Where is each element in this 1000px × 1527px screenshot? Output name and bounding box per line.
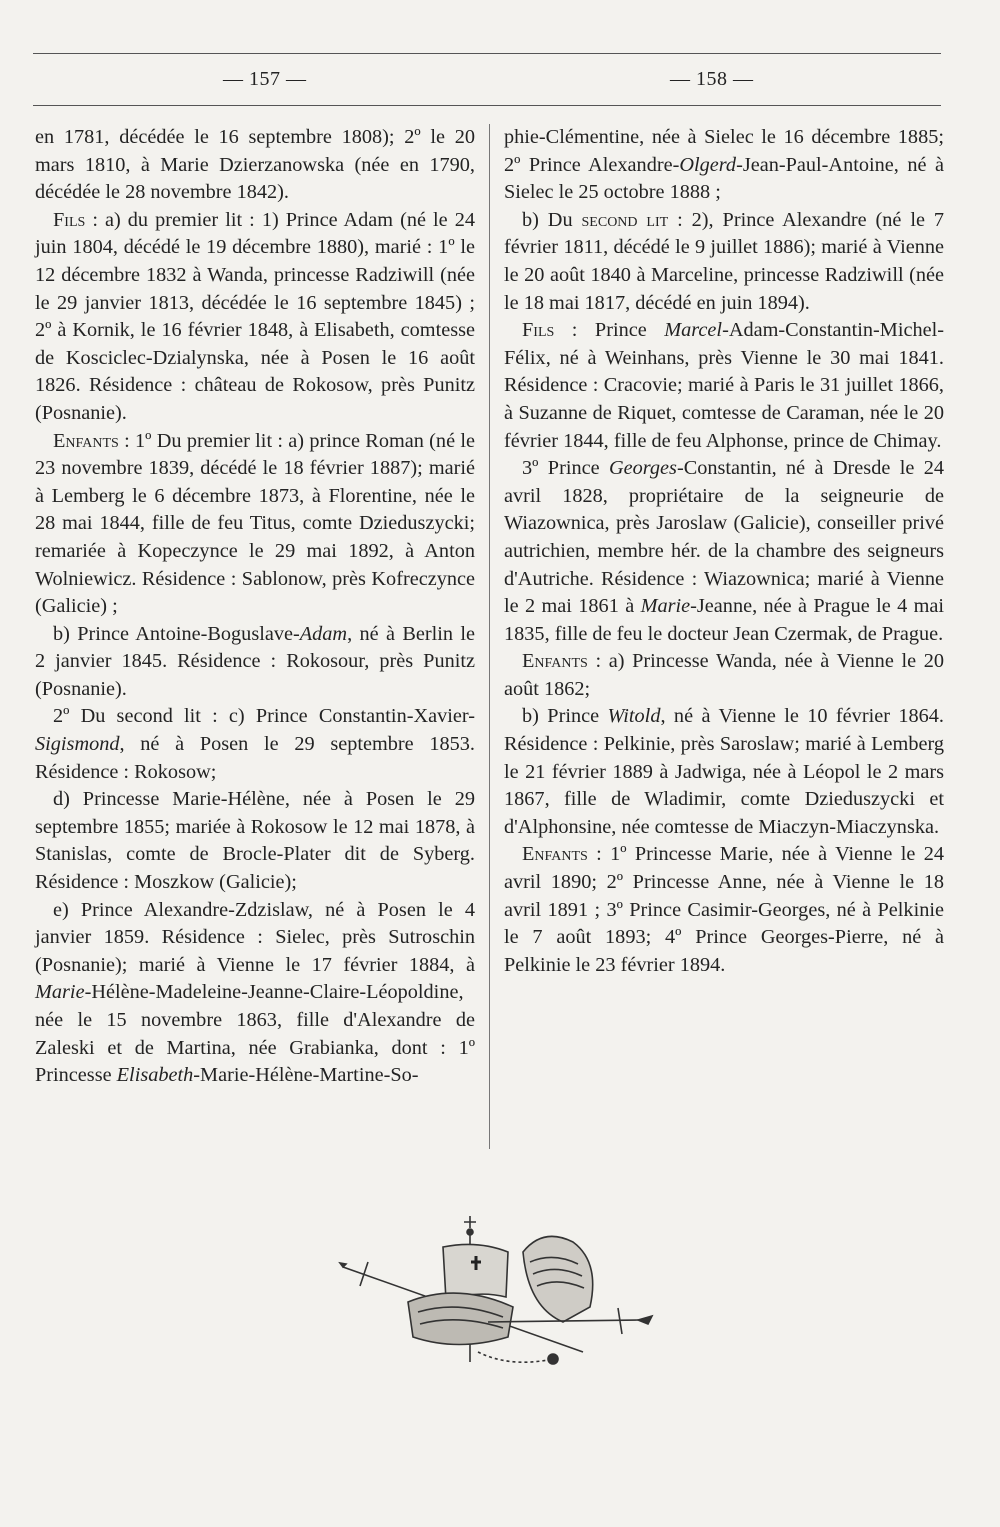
- column-divider: [489, 124, 490, 1149]
- paragraph: Enfants : 1º Du premier lit : a) prince Roman (né le 23 novembre 1839, décédé le 18 février 1887); marié à Lemberg le 6 décembre 1873, à Florentine, née le 28 mai 1844, fille de feu Titus, comte Dzieduszycki; remariée à Kopeczynce le 29 mai 1892, à Anton Wolniewicz. Résidence : Sablonow, près Kofreczynce (Galicie) ;: [35, 429, 475, 618]
- armour-trophy-icon: [338, 1212, 668, 1382]
- paragraph: b) Prince Witold, né à Vienne le 10 février 1864. Résidence : Pelkinie, près Saroslaw; marié à Lemberg le 21 février 1889 à Jadwiga, née à Léopol le 2 mars 1867, fille de Wladimir, comte Dzieduszycki et d'Alphonsine, née comtesse de Miaczyn-Miaczynska.: [504, 705, 944, 838]
- paragraph: d) Princesse Marie-Hélène, née à Posen le 29 septembre 1855; mariée à Rokosow le 12 mai 1878, à Stanislas, comte de Brocle-Plater dit de Syberg. Résidence : Moszkow (Galicie);: [35, 788, 475, 894]
- section-label: second lit: [581, 208, 669, 231]
- paragraph: Fils : a) du premier lit : 1) Prince Adam (né le 24 juin 1804, décédé le 19 décembre 1880), marié : 1º le 12 décembre 1832 à Wanda, princesse Radziwill (née le 29 janvier 1813, décédée le 16 septembre 1845) ; 2º à Kornik, le 16 février 1848, à Elisabeth, comtesse de Kosciclec-Dzialynska, née à Posen le 16 août 1826. Résidence : château de Rokosow, près Punitz (Posnanie).: [35, 208, 475, 424]
- paragraph: phie-Clémentine, née à Sielec le 16 décembre 1885; 2º Prince Alexandre-Olgerd-Jean-Paul-Antoine, né à Sielec le 25 octobre 1888 ;: [504, 126, 944, 204]
- paragraph: Enfants : 1º Princesse Marie, née à Vienne le 24 avril 1890; 2º Princesse Anne, née à Vienne le 18 avril 1891 ; 3º Prince Casimir-Georges, né à Pelkinie le 7 août 1893; 4º Prince Georges-Pierre, né à Pelkinie le 23 février 1894.: [504, 843, 944, 976]
- left-page-number: — 157 —: [223, 68, 307, 90]
- section-label: Fils: [53, 208, 86, 231]
- paragraph: e) Prince Alexandre-Zdzislaw, né à Posen le 4 janvier 1859. Résidence : Sielec, près Sutroschin (Posnanie); marié à Vienne le 17 février 1884, à Marie-Hélène-Madeleine-Jeanne-Claire-Léopoldine, née le 15 novembre 1863, fille d'Alexandre de Zaleski et de Martina, née Grabianka, dont : 1º Princesse Elisabeth-Marie-Hélène-Martine-So-: [35, 898, 475, 1087]
- section-label: Fils: [522, 319, 555, 342]
- section-label: Enfants: [522, 843, 588, 866]
- paragraph: b) Prince Antoine-Boguslave-Adam, né à Berlin le 2 janvier 1845. Résidence : Rokosour, près Punitz (Posnanie).: [35, 622, 475, 700]
- top-rule: [33, 53, 941, 54]
- section-label: Enfants: [53, 429, 119, 452]
- left-column: [35, 124, 475, 1090]
- header-rule: [33, 105, 941, 106]
- paragraph: en 1781, décédée le 16 septembre 1808); 2º le 20 mars 1810, à Marie Dzierzanowska (née en 1790, décédée le 28 novembre 1842).: [35, 126, 475, 204]
- section-label: Enfants: [522, 650, 588, 673]
- paragraph: Enfants : a) Princesse Wanda, née à Vienne le 20 août 1862;: [504, 650, 944, 700]
- right-page-number: — 158 —: [670, 68, 754, 90]
- paragraph: 2º Du second lit : c) Prince Constantin-Xavier-Sigismond, né à Posen le 29 septembre 1853. Résidence : Rokosow;: [35, 705, 475, 783]
- paragraph: Fils : Prince Marcel-Adam-Constantin-Michel-Félix, né à Weinhans, près Vienne le 30 mai 1841. Résidence : Cracovie; marié à Paris le 31 juillet 1866, à Suzanne de Riquet, comtesse de Caraman, née le 20 février 1844, fille de feu Alphonse, prince de Chimay.: [504, 319, 944, 452]
- right-column: [504, 124, 944, 979]
- paragraph: 3º Prince Georges-Constantin, né à Dresde le 24 avril 1828, propriétaire de la seigneurie de Wiazownica, près Jaroslaw (Galicie), conseiller privé autrichien, membre hér. de la chambre des seigneurs d'Autriche. Résidence : Wiazownica; marié à Vienne le 2 mai 1861 à Marie-Jeanne, née à Prague le 4 mai 1835, fille de feu le docteur Jean Czermak, de Prague.: [504, 457, 944, 645]
- paragraph: b) Du second lit : 2), Prince Alexandre (né le 7 février 1811, décédé le 9 juillet 1886); marié à Vienne le 20 août 1840 à Marceline, princesse Radziwill (née le 18 mai 1817, décédé en juin 1894).: [504, 208, 945, 314]
